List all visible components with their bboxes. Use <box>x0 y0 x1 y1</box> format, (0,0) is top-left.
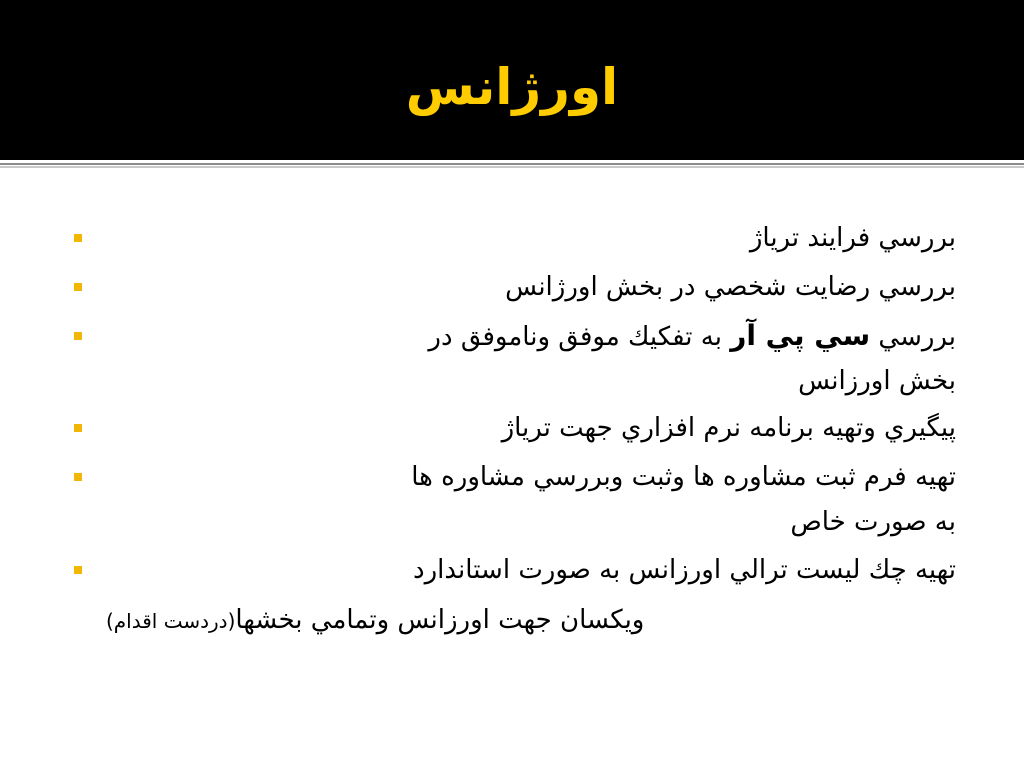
bullet-text-6-line-2 <box>106 596 956 645</box>
bullet-marker-6 <box>74 566 82 574</box>
bullet-marker-5 <box>74 473 82 481</box>
bullet-text-5-line-2 <box>106 498 956 546</box>
bullet-text-5-line-1-content: تهيه فرم ثبت مشاوره ها وثبت وبررسي مشاوره ها <box>411 462 956 492</box>
bullet-text-1 <box>106 214 956 262</box>
bullet-text-2 <box>106 263 956 311</box>
bullet-text-6-line-2-note: (دردست اقدام) <box>106 609 236 633</box>
slide-title: اورژانس <box>405 58 619 116</box>
bullet-marker-1 <box>74 234 82 242</box>
bullet-text-3-after: به تفكيك موفق وناموفق در <box>428 322 722 352</box>
bullet-text-4 <box>106 404 956 452</box>
bullet-text-3-before: بررسي <box>878 322 956 352</box>
bullet-text-3-bold: سي پي آر <box>730 319 871 352</box>
bullet-text-6-line-1-content: تهيه چك ليست ترالي اورزانس به صورت استاندارد <box>413 555 956 585</box>
bullet-text-2-content: بررسي رضايت شخصي در بخش اورژانس <box>505 272 956 302</box>
bullet-text-6-line-1 <box>106 546 956 594</box>
bullet-text-3-line-2 <box>106 357 956 405</box>
bullet-marker-2 <box>74 283 82 291</box>
bullet-text-4-content: پيگيري وتهيه برنامه نرم افزاري جهت ترياژ <box>501 413 956 443</box>
bullet-text-5-line-1 <box>106 453 956 501</box>
bullet-marker-4 <box>74 424 82 432</box>
bullet-marker-3 <box>74 332 82 340</box>
bullet-text-6-line-2-content: ويكسان جهت اورزانس وتمامي بخشها <box>235 605 645 635</box>
bullet-text-1-content: بررسي فرايند ترياژ <box>749 223 956 253</box>
bullet-text-3-line-2-content: بخش اورزانس <box>798 366 956 396</box>
bullet-text-3-line-1 <box>106 312 956 361</box>
bullet-text-5-line-2-content: به صورت خاص <box>790 507 956 537</box>
